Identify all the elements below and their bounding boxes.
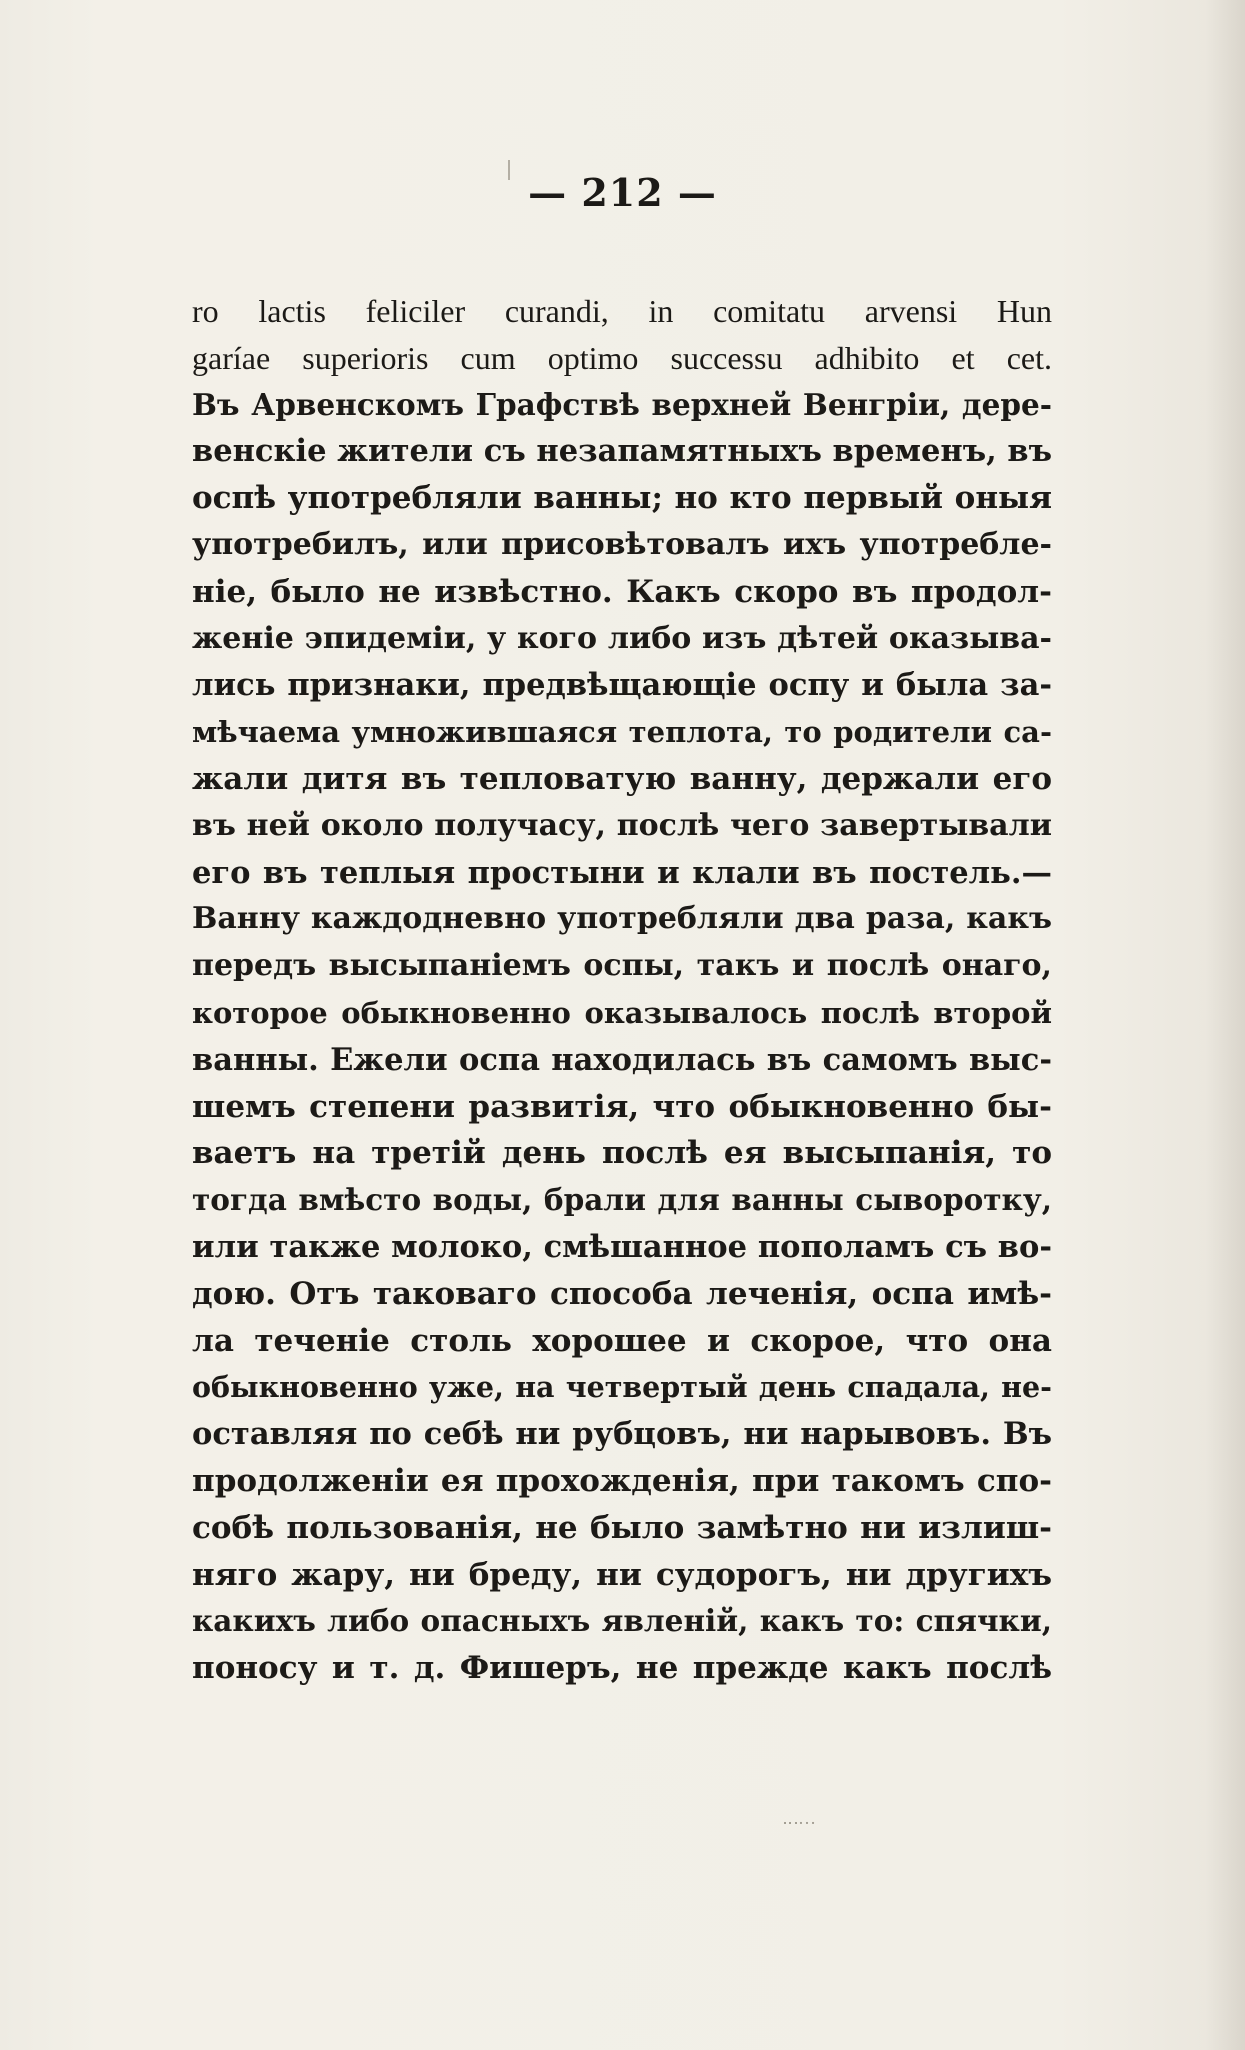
text-line: дою. Отъ таковаго способа леченія, оспа имѣ- — [192, 1275, 1052, 1312]
text-line: ro lactis feliciler curandi, in comitatu arvensi Hun — [192, 293, 1052, 329]
text-line: оспѣ употребляли ванны; но кто первый оныя — [192, 480, 1052, 517]
text-line: его въ теплыя простыни и клали въ постель.— — [192, 854, 1052, 891]
text-line: передъ высыпаніемъ оспы, такъ и послѣ онаго, — [192, 948, 1052, 984]
text-line: шемъ степени развитія, что обыкновенно бы- — [192, 1088, 1052, 1125]
page-number: — 212 — — [528, 170, 717, 215]
ink-smudge: ․‥… — [782, 1808, 816, 1828]
text-line: Ванну каждодневно употребляли два раза, какъ — [192, 901, 1052, 937]
text-line: въ ней около получасу, послѣ чего завертывали — [192, 807, 1052, 843]
text-line: собѣ пользованія, не было замѣтно ни излиш- — [192, 1509, 1052, 1546]
text-line: ніе, было не извѣстно. Какъ скоро въ продол- — [192, 573, 1052, 610]
text-line: ла теченіе столь хорошее и скорое, что она — [192, 1322, 1052, 1359]
text-line: оставляя по себѣ ни рубцовъ, ни нарывовъ. Въ — [192, 1416, 1052, 1453]
text-line: женіе эпидеміи, у кого либо изъ дѣтей оказыва- — [192, 620, 1052, 656]
text-line: или также молоко, смѣшанное пополамъ съ во- — [192, 1228, 1052, 1265]
text-line: ваетъ на третій день послѣ ея высыпанія, то — [192, 1135, 1052, 1172]
text-line: употребилъ, или присовѣтовалъ ихъ употребле- — [192, 526, 1052, 562]
body-text — [192, 288, 1052, 1692]
text-line: которое обыкновенно оказывалось послѣ второй — [192, 995, 1052, 1030]
text-line: мѣчаема умножившаяся теплота, то родители са- — [192, 715, 1052, 750]
text-line: тогда вмѣсто воды, брали для ванны сыворотку, — [192, 1182, 1052, 1218]
text-line: какихъ либо опасныхъ явленій, какъ то: спячки, — [192, 1603, 1052, 1639]
text-line: garíae superioris cum optimo successu adhibito et cet. — [192, 339, 1052, 376]
text-line: продолженіи ея прохожденія, при такомъ спо- — [192, 1462, 1052, 1499]
text-line: Въ Арвенскомъ Графствѣ верхней Венгріи, дере- — [192, 386, 1052, 422]
text-line: лись признаки, предвѣщающіе оспу и была за- — [192, 667, 1052, 704]
page-edge-shadow — [1205, 0, 1245, 2050]
text-line: обыкновенно уже, на четвертый день спадала, не- — [192, 1370, 1052, 1405]
text-line: жали дитя въ тепловатую ванну, держали его — [192, 760, 1052, 797]
text-line: поносу и т. д. Фишеръ, не прежде какъ послѣ — [192, 1650, 1052, 1687]
text-line: няго жару, ни бреду, ни судорогъ, ни другихъ — [192, 1556, 1052, 1593]
text-line: ванны. Ежели оспа находилась въ самомъ выс- — [192, 1041, 1052, 1078]
text-line: венскіе жители съ незапамятныхъ временъ, въ — [192, 433, 1052, 470]
